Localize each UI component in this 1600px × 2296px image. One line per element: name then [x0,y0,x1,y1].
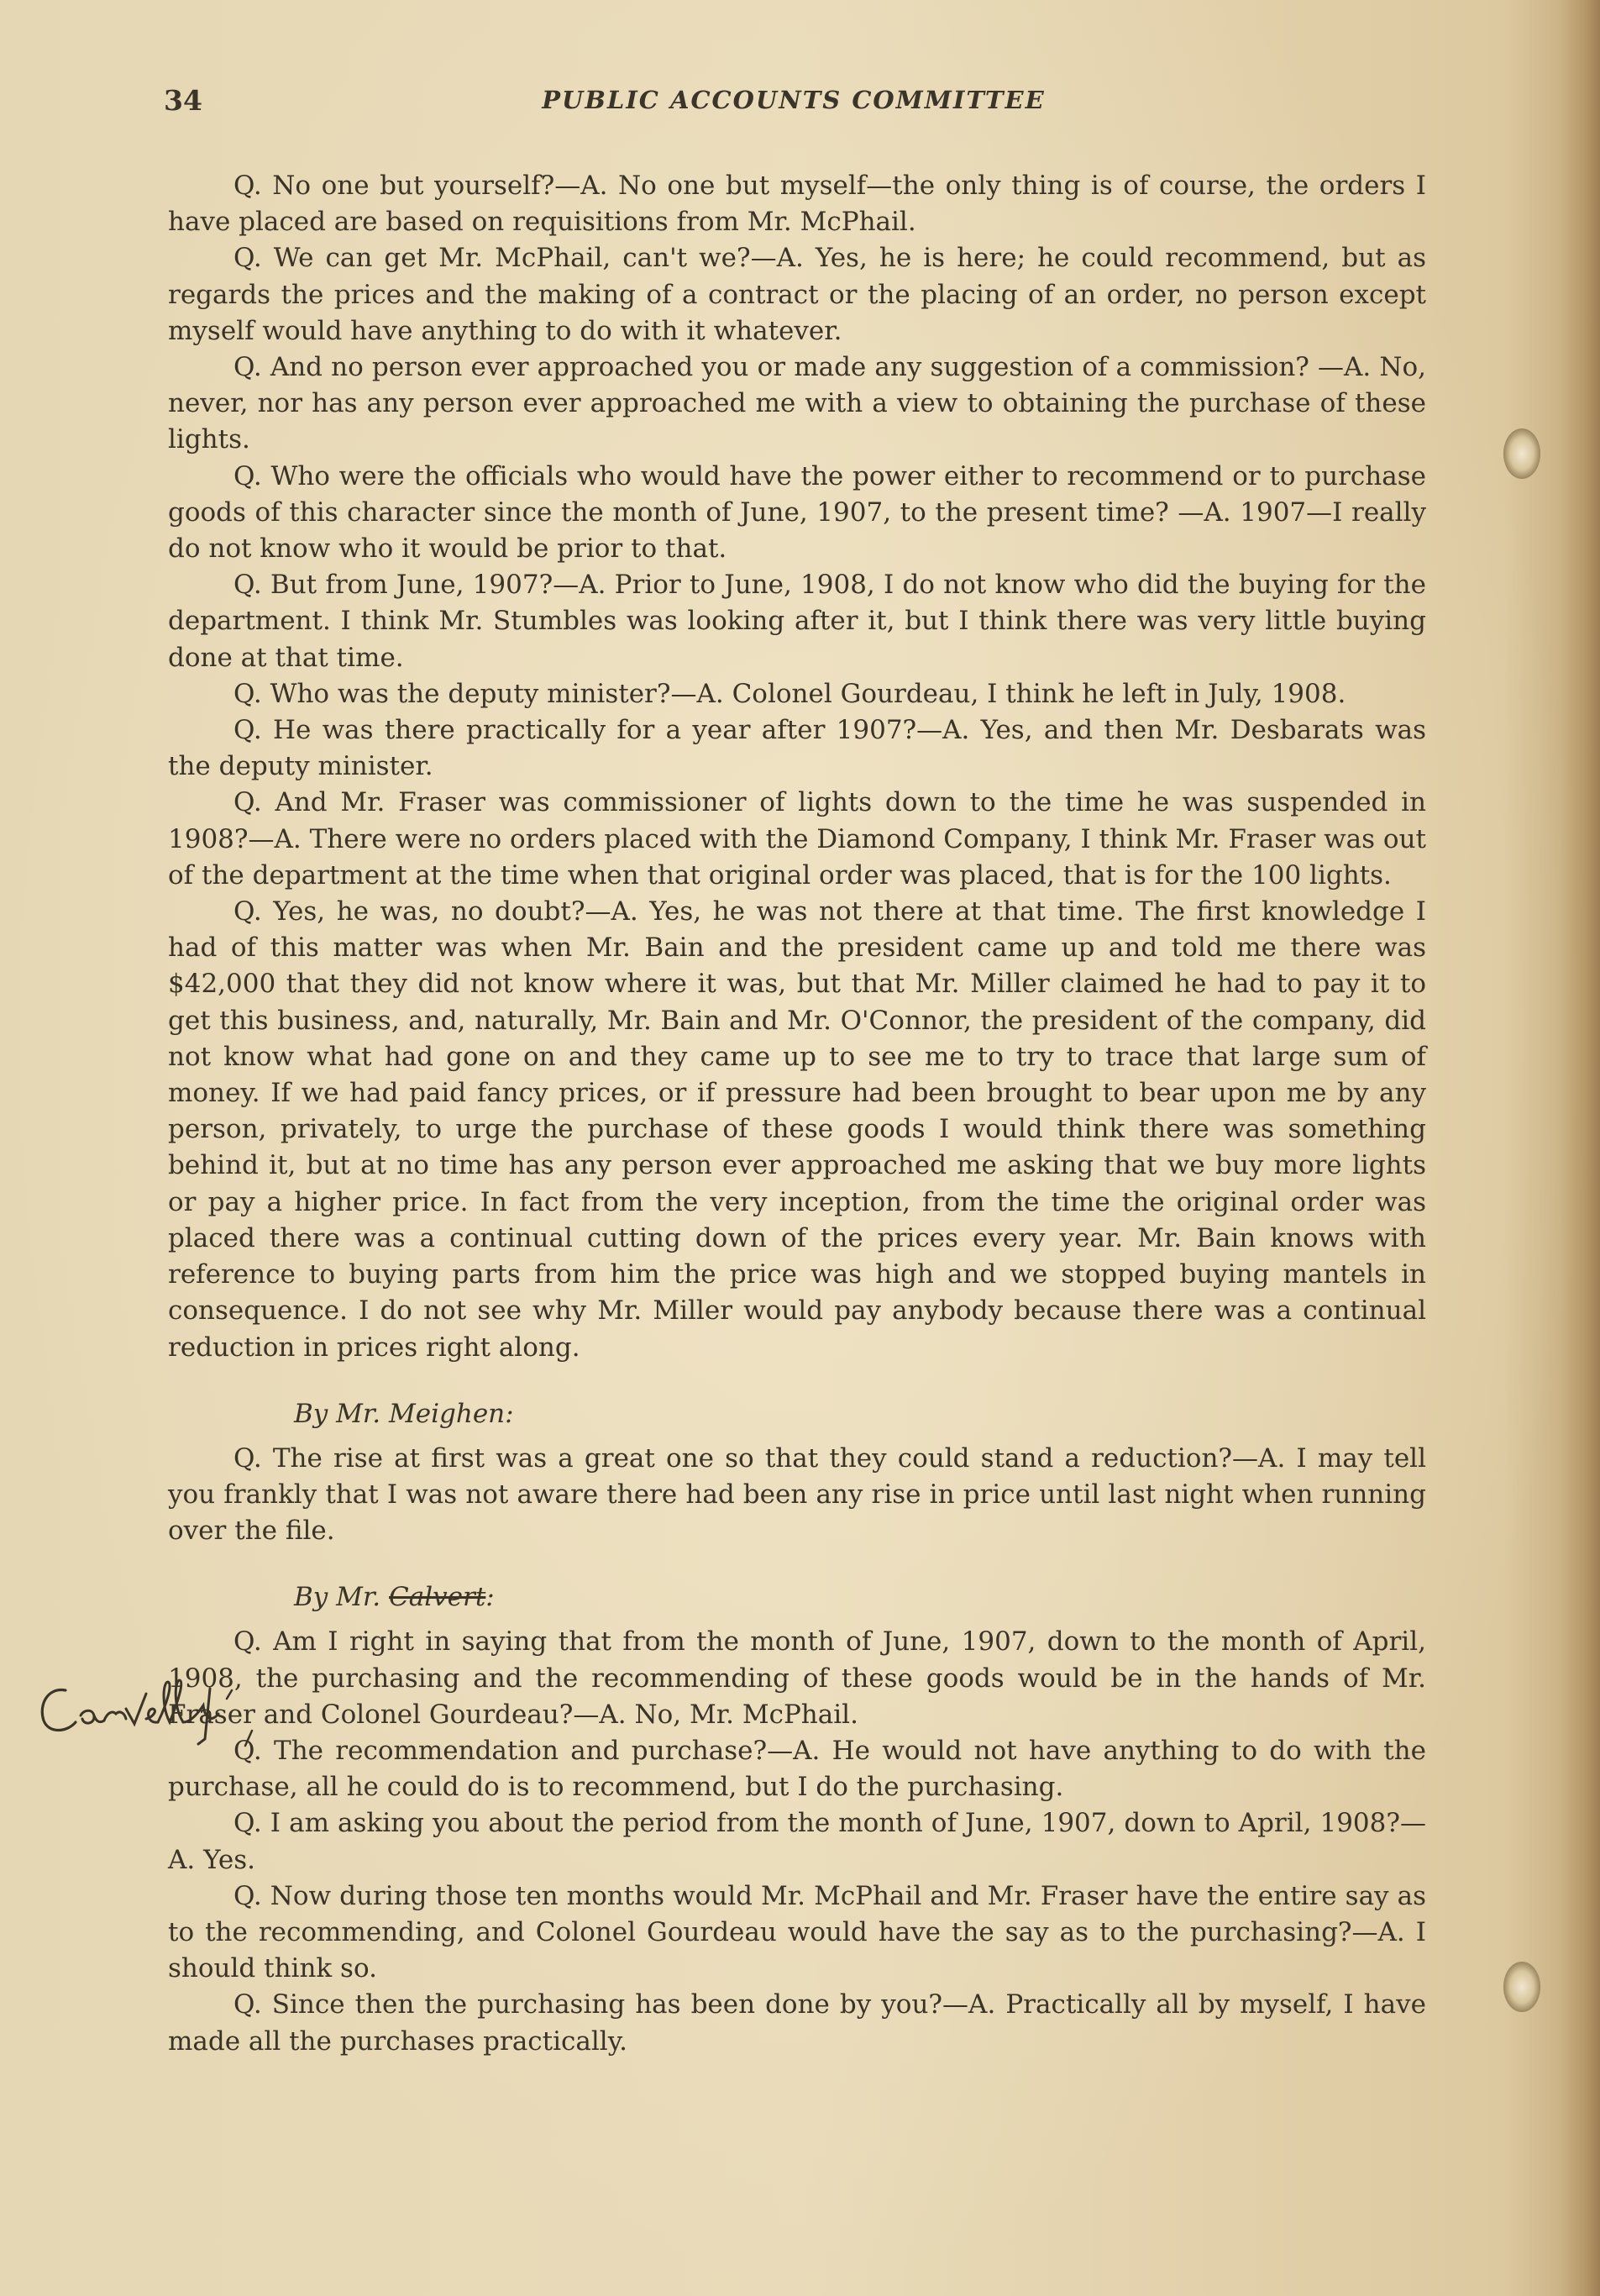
punch-hole-bottom [1503,1962,1540,2012]
page-header [164,84,1424,126]
transcript-body [168,168,1426,2060]
speaker-heading-corrected [168,1579,1426,1616]
paragraph: Q. Who were the officials who would have the power either to recommend or to purchase goods of this character since the month of June, 1907, to the present time? —A. 1907—I really do not know who it would be prior to that. [168,460,1426,565]
paragraph: Q. Am I right in saying that from the month of June, 1907, down to the month of April, 1908, the purchasing and the recommending of these goods would be in the hands of Mr. Fraser and Colonel Gourdeau?—A. No, Mr. McPhail. [168,1626,1426,1730]
handwritten-correction [32,1672,259,1747]
punch-hole-top [1503,428,1540,479]
paragraph: Q. Since then the purchasing has been done by you?—A. Practically all by myself, I have made all the purchases practically. [168,1989,1426,2057]
paragraph: Q. The recommendation and purchase?—A. He would not have anything to do with the purchase, all he could do is to recommend, but I do the purchasing. [168,1735,1426,1803]
paragraph: Q. Who was the deputy minister?—A. Colonel Gourdeau, I think he left in July, 1908. [233,678,1346,709]
running-title: PUBLIC ACCOUNTS COMMITTEE [542,86,1046,114]
speaker-suffix: : [485,1582,495,1613]
paragraph: Q. But from June, 1907?—A. Prior to June, 1908, I do not know who did the buying for the department. I think Mr. Stumbles was looking after it, but I think there was very little buying done at that time. [168,570,1426,673]
paragraph: Q. And Mr. Fraser was commissioner of lights down to the time he was suspended in 1908?—A. There were no orders placed with the Diamond Company, I think Mr. Fraser was out of the department at the time when that original order was placed, that is for the 100 lights. [168,787,1426,891]
page-number: 34 [164,84,202,117]
paragraph: Q. He was there practically for a year after 1907?—A. Yes, and then Mr. Desbarats was the deputy minister. [168,715,1426,782]
paragraph: Q. Now during those ten months would Mr. McPhail and Mr. Fraser have the entire say as to the recommending, and Colonel Gourdeau would have the say as to the purchasing?—A. I should think so. [168,1880,1426,1984]
paragraph: Q. We can get Mr. McPhail, can't we?—A. Yes, he is here; he could recommend, but as regards the prices and the making of a contract or the placing of an order, no person except myself would have anything to do with it whatever. [168,243,1426,346]
paragraph: Q. And no person ever approached you or made any suggestion of a commission? —A. No, never, nor has any person ever approached me with a view to obtaining the purchase of these lights. [168,352,1426,455]
page-edge-shadow [1560,0,1600,2296]
struck-speaker-name: Calvert [389,1582,486,1613]
speaker-heading-meighen: By Mr. Meighen: [294,1398,514,1429]
paragraph: Q. Yes, he was, no doubt?—A. Yes, he was not there at that time. The first knowledge I had of this matter was when Mr. Bain and the president came up and told me there was $42,000 that they did not know where it was, but that Mr. Miller claimed he had to pay it to get this business, and, naturally, Mr. Bain and Mr. O'Connor, the president of the company, did not know what had gone on and they came up to see me to try to trace that large sum of money. If we had paid fancy prices, or if pressure had been brought to bear upon me by any person, privately, to urge the purchase of these goods I would think there was something behind it, but at no time has any person ever approached me asking that we buy more lights or pay a higher price. In fact from the very inception, from the time the original order was placed there was a continual cutting down of the prices every year. Mr. Bain knows with reference to buying parts from him the price was high and we stopped buying mantels in consequence. I do not see why Mr. Miller would pay anybody because there was a continual reduction in prices right along. [168,896,1426,1363]
speaker-prefix: By Mr. [294,1582,381,1613]
paragraph: Q. No one but yourself?—A. No one but myself—the only thing is of course, the orders I have placed are based on requisitions from Mr. McPhail. [168,171,1426,238]
paragraph: Q. I am asking you about the period from the month of June, 1907, down to April, 1908?—A. Yes. [168,1808,1426,1875]
paragraph: Q. The rise at first was a great one so that they could stand a reduction?—A. I may tell you frankly that I was not aware there had been any rise in price until last night when running over the file. [168,1442,1426,1547]
